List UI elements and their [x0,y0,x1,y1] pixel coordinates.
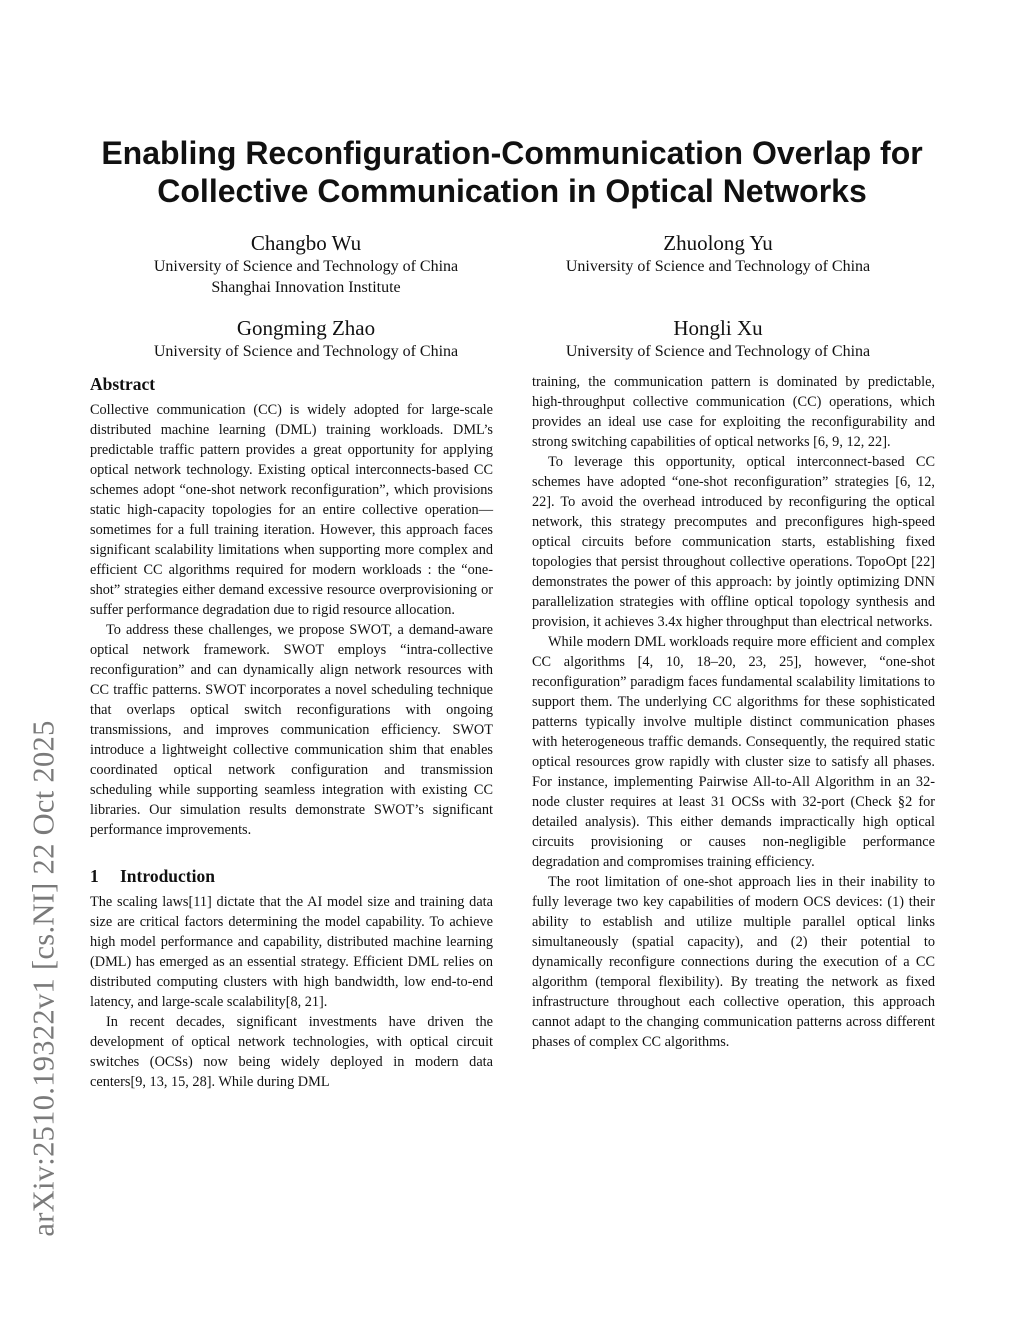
author-affiliation: University of Science and Technology of China [153,343,459,360]
left-column [90,372,493,1092]
introduction-heading [90,864,493,888]
arxiv-sidebar [24,719,64,1237]
author-affiliation: University of Science and Technology of China [565,343,871,360]
author-block [498,315,938,362]
intro-paragraph: In recent decades, significant investments have driven the development of optical network technologies, with optical circuit switches (OCSs) now being widely deployed in modern data centers[9, 13, 15, 28]. While during DML [90,1014,493,1090]
author-block [86,230,526,298]
abstract-heading: Abstract [90,374,156,394]
abstract-paragraph: Collective communication (CC) is widely adopted for large-scale distributed machine learning (DML) training workloads. DML’s predictable traffic pattern provides a great opportunity for applying optical network technology. Existing optical interconnects-based CC schemes adopt “one-shot network reconfiguration”, which provisions static high-capacity topologies for an entire collective operation—sometimes for a full training iteration. However, this approach faces significant scalability limitations when supporting more complex and efficient CC algorithms required for modern workloads : the “one-shot” strategies either demand excessive resource overprovisioning or suffer performance degradation due to rigid resource allocation. [90,402,493,618]
paper-title: Enabling Reconfiguration-Communication Overlap for Collective Communication in Optical Networks [101,135,923,209]
author-affiliation: University of Science and Technology of China [565,258,871,275]
author-name: Changbo Wu [250,231,362,255]
right-column [532,372,935,1052]
abstract-paragraph: To address these challenges, we propose SWOT, a demand-aware optical network framework. SWOT employs “intra-collective reconfiguration” and can dynamically align network resources with CC traffic patterns. SWOT incorporates a novel scheduling technique that overlaps optical switch reconfigurations with ongoing transmissions, and improves communication efficiency. SWOT introduce a lightweight collective communication shim that enables coordinated optical network configuration and transmission scheduling while supporting seamless integration with existing CC libraries. Our simulation results demonstrate SWOT’s significant performance improvements. [90,622,493,838]
intro-paragraph: The root limitation of one-shot approach lies in their inability to fully leverage two key capabilities of modern OCS devices: (1) their ability to establish and utilize multiple parallel optical links simultaneously (spatial capacity), and (2) their potential to dynamically reconfigure connections during the execution of a CC algorithm (temporal flexibility). By treating the network as fixed infrastructure throughout each collective operation, this approach cannot adapt to the changing communication patterns across different phases of complex CC algorithms. [532,874,935,1050]
author-block [86,315,526,362]
intro-paragraph: To leverage this opportunity, optical interconnect-based CC schemes have adopted “one-shot reconfiguration” strategies [6, 12, 22]. To avoid the overhead introduced by reconfiguring the optical network, this strategy precomputes and preconfigures high-speed optical circuits before communication starts, establishing fixed topologies that persist throughout collective operations. TopoOpt [22] demonstrates the power of this approach: by jointly optimizing DNN parallelization strategies with offline optical topology synthesis and provision, it achieves 3.4x higher throughput than electrical networks. [532,454,935,630]
author-block [498,230,938,277]
author-name: Gongming Zhao [236,316,376,340]
author-name: Zhuolong Yu [663,231,773,255]
author-affiliation: University of Science and Technology of China [153,258,459,275]
author-name: Hongli Xu [673,316,763,340]
intro-paragraph: The scaling laws[11] dictate that the AI model size and training data size are critical factors determining the model capability. To achieve high model performance and capability, distributed machine learning (DML) has emerged as an essential strategy. Efficient DML relies on distributed computing clusters with high bandwidth, low end-to-end latency, and large-scale scalability[8, 21]. [90,894,493,1010]
section-title: Introduction [120,866,215,886]
intro-paragraph-continued: training, the communication pattern is dominated by predictable, high-throughput collective communication (CC) operations, which provides an ideal use case for exploiting the reconfigurability and strong switching capabilities of optical networks [6, 9, 12, 22]. [532,374,935,450]
intro-paragraph: While modern DML workloads require more efficient and complex CC algorithms [4, 10, 18–20, 23, 25], however, “one-shot reconfiguration” paradigm faces fundamental scalability limitations to support them. The underlying CC algorithms for these sophisticated patterns typically involve multiple distinct communication phases with heterogeneous traffic demands. Consequently, the required static optical resources grow rapidly with cluster size to satisfy all phases. For instance, implementing Pairwise All-to-All Algorithm in an 32-node cluster requires at least 31 OCSs with 32-port (Check §2 for detailed analysis). This either demands impractically high optical circuits provisioning or causes non-negligible performance degradation and compromises training efficiency. [532,634,935,870]
arxiv-identifier: arXiv:2510.19322v1 [cs.NI] 22 Oct 2025 [26,719,61,1237]
section-number: 1 [90,866,99,886]
author-affiliation: Shanghai Innovation Institute [211,279,401,296]
